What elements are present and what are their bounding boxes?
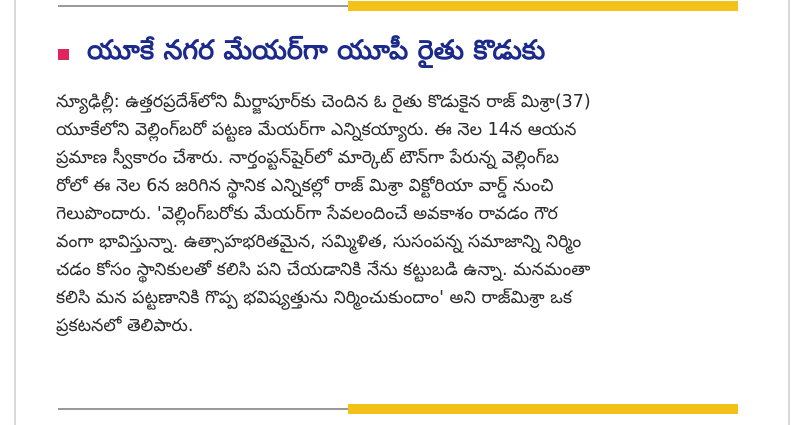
bottom-divider	[58, 404, 738, 414]
body-line: వంగా భావిస్తున్నా. ఉత్సాహభరితమైన, సమ్మిళిత, సుసంపన్న సమాజాన్ని నిర్మిం	[56, 232, 582, 252]
article-body	[56, 88, 740, 340]
top-divider-accent	[348, 1, 738, 11]
page-border-right	[788, 0, 790, 425]
headline-text: యూకే నగర మేయర్‌గా యూపీ రైతు కొడుకు	[87, 35, 546, 66]
bottom-divider-accent	[348, 404, 738, 414]
article-headline	[58, 34, 758, 74]
body-line: యూకేలోని వెల్లింగ్‌బరో పట్టణ మేయర్‌గా ఎన్నికయ్యారు. ఈ నెల 14న ఆయన	[56, 120, 577, 140]
body-line: ప్రమాణ స్వీకారం చేశారు. నార్తంప్టన్‌షైర్‌లో మార్కెట్ టౌన్‌గా పేరున్న వెల్లింగ్‌బ	[56, 148, 559, 168]
body-line: రోలో ఈ నెల 6న జరిగిన స్థానిక ఎన్నికల్లో రాజ్ మిశ్రా విక్టోరియా వార్డ్ నుంచి	[56, 176, 554, 196]
top-divider	[58, 1, 738, 11]
body-line: చడం కోసం స్థానికులతో కలిసి పని చేయడానికి నేను కట్టుబడి ఉన్నా. మనమంతా	[56, 260, 591, 280]
body-line: కలిసి మన పట్టణానికి గొప్ప భవిష్యత్తును నిర్మించుకుందాం' అని రాజ్‌మిశ్రా ఒక	[56, 288, 573, 308]
headline-bullet-icon	[58, 49, 69, 60]
bottom-divider-thin	[58, 408, 348, 410]
body-line: న్యూఢిల్లీ: ఉత్తరప్రదేశ్‌లోని మీర్జాపూర్‌కు చెందిన ఓ రైతు కొడుకైన రాజ్ మిశ్రా(37)	[56, 92, 591, 112]
page-border-left	[14, 0, 16, 425]
top-divider-thin	[58, 5, 348, 7]
body-line: గెలుపొందారు. 'వెల్లింగ్‌బరోకు మేయర్‌గా సేవలందించే అవకాశం రావడం గౌర	[56, 204, 558, 224]
body-line: ప్రకటనలో తెలిపారు.	[56, 316, 194, 336]
